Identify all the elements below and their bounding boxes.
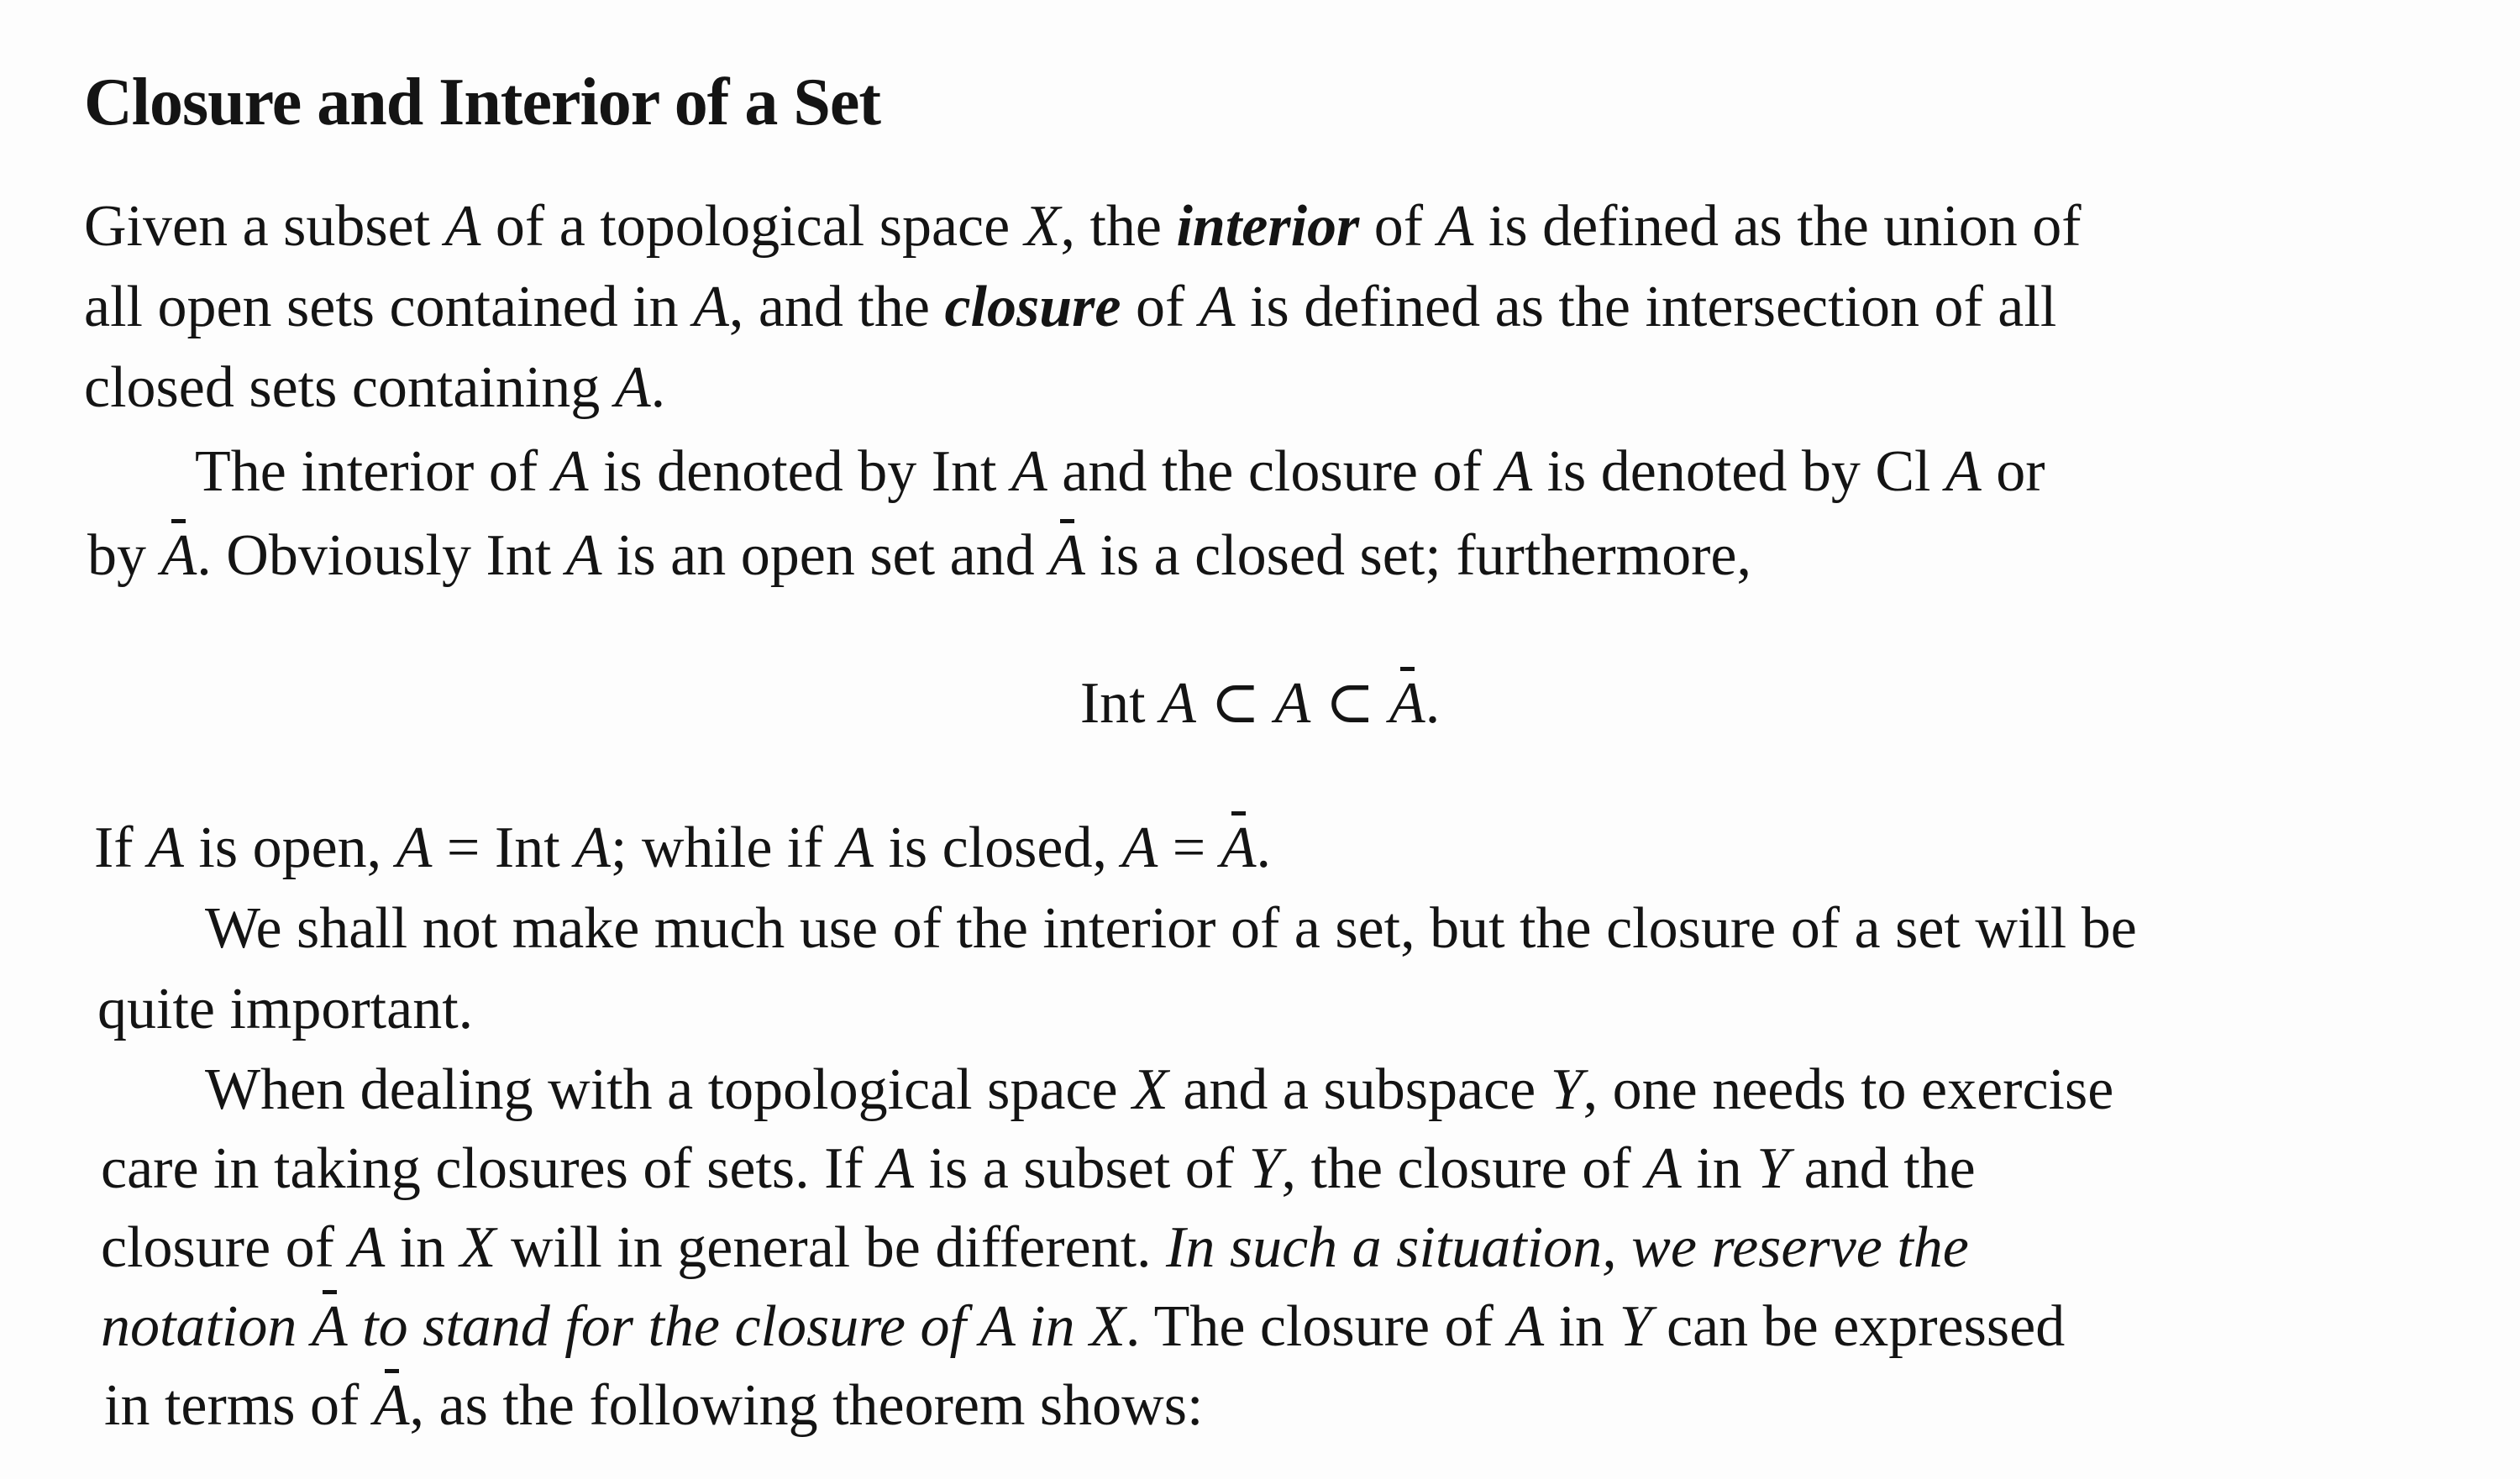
text-span: and the	[1789, 1136, 1976, 1201]
text-span: When dealing with a topological space	[205, 1057, 1133, 1122]
text-span: , as the following theorem shows:	[409, 1373, 1204, 1438]
math-var: A	[878, 1136, 915, 1201]
math-var: X	[1024, 194, 1061, 259]
text-span: or	[1981, 439, 2045, 504]
text-span: closure of	[101, 1215, 349, 1280]
paragraph1-line1	[84, 186, 2082, 267]
math-var: A	[349, 1215, 386, 1280]
text-span: = Int	[432, 816, 575, 880]
paragraph4-line1: We shall not make much use of the interior of a set, but the closure of a set will be	[205, 896, 2137, 961]
paragraph5-line3	[101, 1208, 1969, 1288]
math-var-closure: A	[1221, 808, 1257, 889]
text-span: will in general be different.	[496, 1215, 1167, 1280]
text-span: , the closure of	[1281, 1136, 1646, 1201]
term-interior: interior	[1176, 194, 1360, 259]
text-span: , the	[1060, 194, 1177, 259]
text-span: =	[1158, 816, 1221, 880]
paragraph1-line2	[84, 267, 2056, 348]
text-span: is an open set and	[601, 523, 1050, 588]
paragraph5-line1	[205, 1050, 2113, 1130]
text-span: ; while if	[610, 816, 838, 880]
text-span: in	[1544, 1294, 1620, 1359]
math-var: A	[444, 194, 481, 259]
text-span: is denoted by Int	[588, 439, 1011, 504]
math-var: A	[1274, 671, 1311, 736]
paragraph3-line1	[94, 808, 1271, 889]
math-var: A	[1646, 1136, 1682, 1201]
text-span: care in taking closures of sets. If	[101, 1136, 879, 1201]
math-var: A	[1011, 439, 1047, 504]
math-var: A	[614, 355, 651, 420]
text-span: of	[1121, 275, 1200, 339]
math-var: A	[1437, 194, 1474, 259]
math-var: A	[1160, 671, 1196, 736]
math-var: A	[1945, 439, 1982, 504]
math-var-closure: A	[1389, 663, 1425, 744]
paragraph5-line4	[101, 1287, 2065, 1367]
text-span: , and the	[728, 275, 945, 339]
math-var: A	[552, 439, 589, 504]
math-var: A	[396, 816, 433, 880]
math-var: Y	[1550, 1057, 1583, 1122]
text-span: .	[650, 355, 666, 420]
text-span: is a closed set; furthermore,	[1084, 523, 1751, 588]
text-span: is closed,	[873, 816, 1122, 880]
paragraph1-line3	[84, 348, 665, 428]
text-span: in	[385, 1215, 460, 1280]
text-span: in	[1681, 1136, 1757, 1201]
math-var-closure: A	[161, 516, 197, 596]
text-span: is open,	[183, 816, 396, 880]
math-var: A	[148, 816, 184, 880]
math-var: Y	[1248, 1136, 1282, 1201]
text-span: . Obviously Int	[197, 523, 566, 588]
math-var: A	[565, 523, 602, 588]
text-span: Given a subset	[84, 194, 445, 259]
text-span: and a subspace	[1168, 1057, 1551, 1122]
paragraph2-line2	[87, 516, 1751, 596]
section-heading: Closure and Interior of a Set	[84, 66, 881, 139]
italic-text: to stand for the closure of A in X	[347, 1294, 1126, 1359]
math-var: Y	[1756, 1136, 1790, 1201]
text-span: is defined as the intersection of all	[1235, 275, 2057, 339]
display-equation	[0, 663, 2520, 744]
text-span: by	[87, 523, 161, 588]
subset-symbol: ⊂	[1195, 671, 1275, 736]
text-span: in terms of	[104, 1373, 374, 1438]
text-span: If	[94, 816, 149, 880]
text-span: .	[1256, 816, 1271, 880]
math-var: A	[837, 816, 874, 880]
text-span: all open sets contained in	[84, 275, 694, 339]
text-span: Int	[1079, 671, 1161, 736]
text-span: closed sets containing	[84, 355, 615, 420]
text-span: is a subset of	[914, 1136, 1249, 1201]
text-span: of a topological space	[480, 194, 1025, 259]
paragraph5-line5	[104, 1366, 1203, 1446]
math-var: A	[1496, 439, 1533, 504]
text-span: , one needs to exercise	[1583, 1057, 2114, 1122]
text-span: The interior of	[195, 439, 553, 504]
text-span: is defined as the union of	[1473, 194, 2082, 259]
italic-text: notation	[101, 1294, 312, 1359]
math-var-closure: A	[1049, 516, 1085, 596]
text-span: can be expressed	[1651, 1294, 2066, 1359]
math-var: X	[459, 1215, 496, 1280]
math-var: A	[1508, 1294, 1545, 1359]
paragraph2-line1	[195, 432, 2045, 512]
paragraph4-line2: quite important.	[97, 977, 474, 1041]
math-var: X	[1132, 1057, 1168, 1122]
math-var: A	[1199, 275, 1236, 339]
term-closure: closure	[944, 275, 1121, 339]
subset-symbol: ⊂	[1310, 671, 1389, 736]
math-var: Y	[1619, 1294, 1652, 1359]
paragraph5-line2	[101, 1129, 1976, 1209]
text-span: . The closure of	[1125, 1294, 1509, 1359]
text-span: and the closure of	[1047, 439, 1497, 504]
italic-text: In such a situation, we reserve the	[1166, 1215, 1969, 1280]
math-var: A	[575, 816, 611, 880]
text-span: of	[1359, 194, 1438, 259]
math-var: A	[693, 275, 729, 339]
text-span: is denoted by Cl	[1532, 439, 1945, 504]
text-span: .	[1425, 671, 1441, 736]
math-var: A	[1121, 816, 1158, 880]
math-var-closure: A	[374, 1366, 410, 1446]
math-var-closure: A	[312, 1287, 348, 1367]
